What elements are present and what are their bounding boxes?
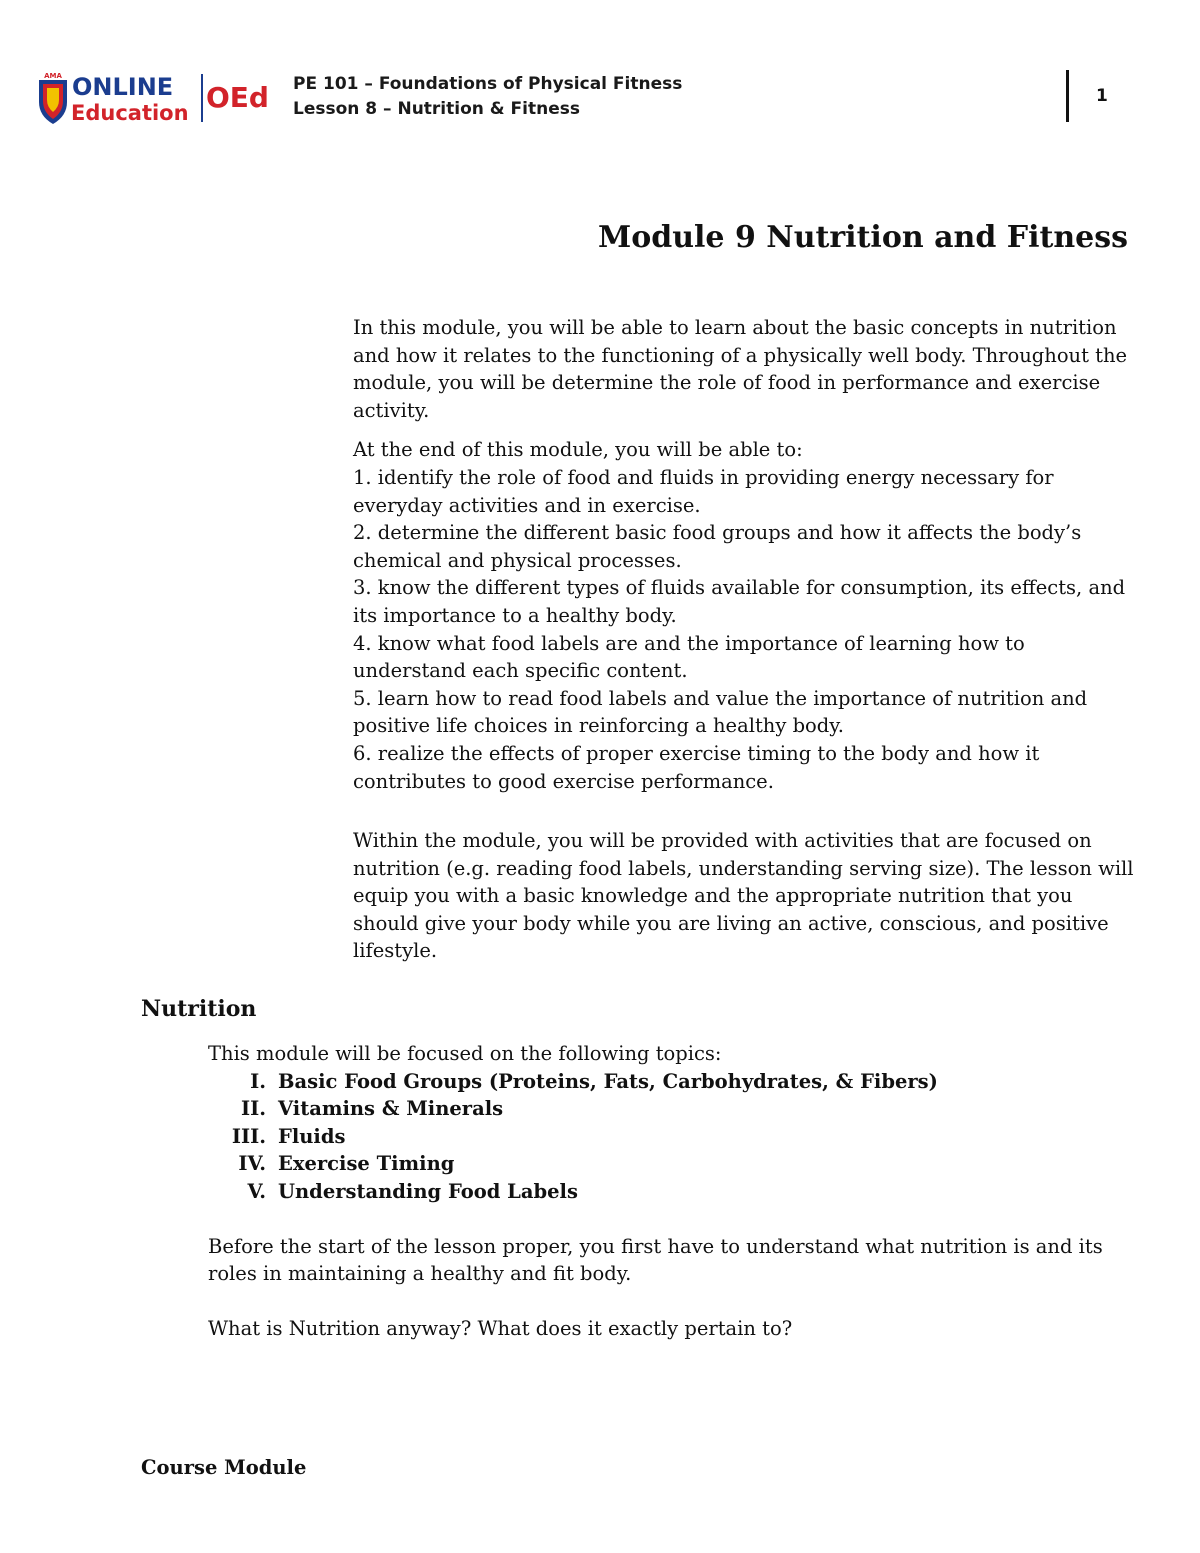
logo-education-text: Education (71, 101, 189, 125)
nutrition-intro-paragraph: Before the start of the lesson proper, you first have to understand what nutrition is and its roles in maintaining a healthy and fit body. (208, 1234, 1103, 1286)
nutrition-question: What is Nutrition anyway? What does it exactly pertain to? (208, 1316, 793, 1340)
objective-item: 2. determine the different basic food groups and how it affects the body’s chemical and physical processes. (353, 521, 1082, 572)
objectives-lead: At the end of this module, you will be able to: (353, 438, 803, 462)
shield-crest-icon (39, 72, 67, 124)
objective-item: 4. know what food labels are and the importance of learning how to understand each specific content. (353, 631, 1025, 683)
topic-item: V. Understanding Food Labels (247, 1179, 578, 1203)
activities-paragraph: Within the module, you will be provided with activities that are focused on nutrition (e.g. reading food labels, understanding serving size). The lesson will equip you with a basic knowledge and the appropriate nutrition that you should give your body while you are living an active, conscious, and positive lifestyle. (353, 829, 1134, 963)
intro-paragraph: In this module, you will be able to learn about the basic concepts in nutrition and how it relates to the functioning of a physically well body. Throughout the module, you will be determine the role of food in performance and exercise activity. (353, 316, 1128, 422)
logo-divider (201, 74, 203, 122)
header-divider (1066, 70, 1069, 122)
topics-lead: This module will be focused on the following topics: (208, 1042, 722, 1065)
online-education-logo (36, 70, 276, 126)
module-title: Module 9 Nutrition and Fitness (598, 220, 1128, 255)
logo-oed-text: OEd (206, 81, 269, 114)
objective-item: 5. learn how to read food labels and value the importance of nutrition and positive life choices in reinforcing a healthy body. (353, 686, 1088, 738)
page-number: 1 (1096, 86, 1108, 106)
topic-item: IV. Exercise Timing (238, 1152, 455, 1176)
nutrition-heading: Nutrition (141, 996, 257, 1022)
topic-item: II. Vitamins & Minerals (240, 1097, 504, 1121)
module-introduction (353, 314, 1143, 965)
logo-online-text: ONLINE (72, 73, 174, 101)
lesson-title: Lesson 8 – Nutrition & Fitness (293, 99, 580, 119)
objective-item: 3. know the different types of fluids available for consumption, its effects, and its importance to a healthy body. (353, 576, 1126, 627)
topic-list (208, 1068, 1148, 1206)
course-title: PE 101 – Foundations of Physical Fitness (293, 74, 683, 94)
header-course-info (293, 72, 682, 122)
objective-item: 6. realize the effects of proper exercise timing to the body and how it contributes to good exercise performance. (353, 741, 1040, 793)
nutrition-section (208, 1040, 1148, 1342)
topic-item: I. Basic Food Groups (Proteins, Fats, Carbohydrates, & Fibers) (250, 1069, 938, 1093)
footer-label: Course Module (141, 1456, 307, 1479)
topic-item: III. Fluids (231, 1124, 346, 1148)
svg-text:AMA: AMA (44, 72, 62, 80)
objective-item: 1. identify the role of food and fluids in providing energy necessary for everyday activities and in exercise. (353, 465, 1054, 517)
